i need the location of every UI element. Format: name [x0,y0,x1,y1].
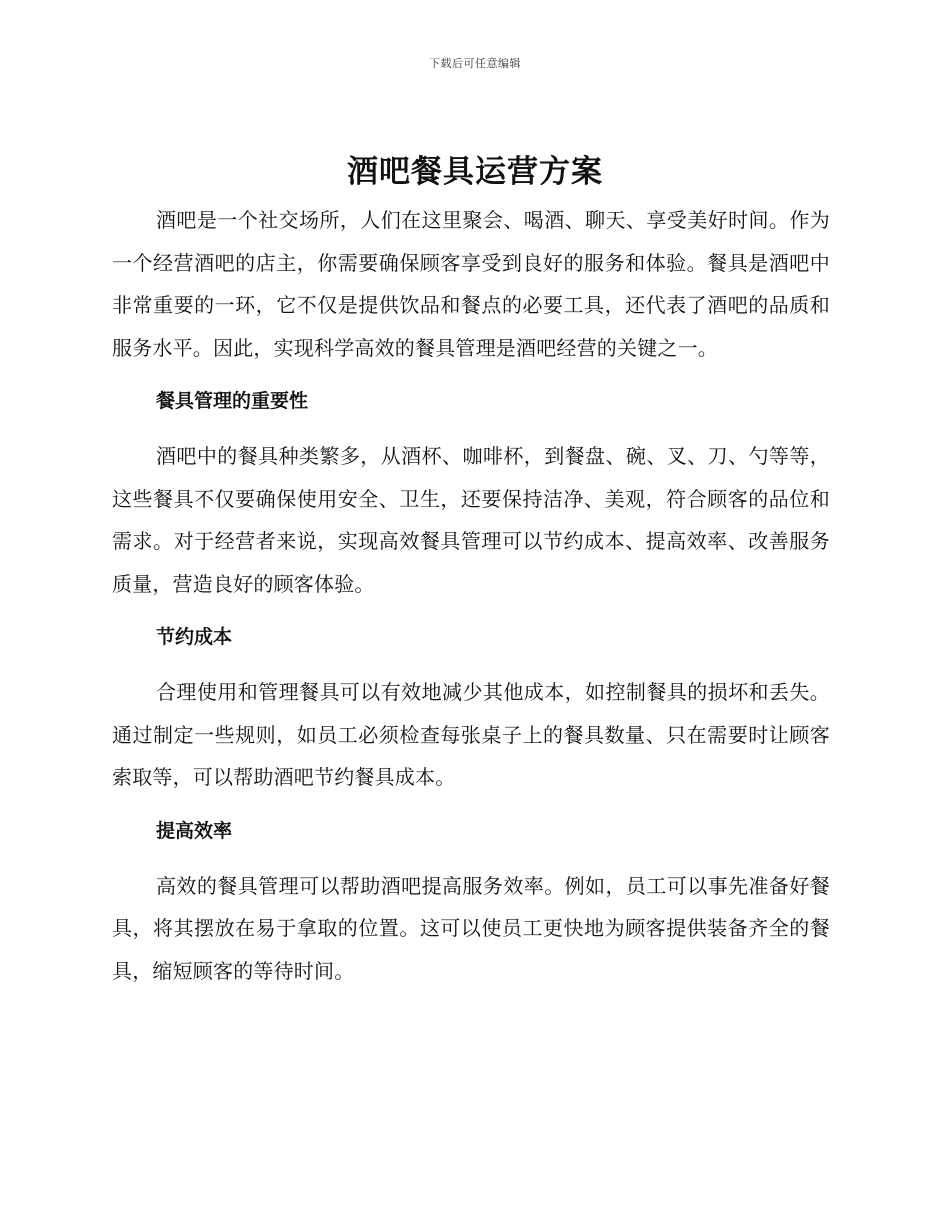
intro-paragraph: 酒吧是一个社交场所，人们在这里聚会、喝酒、聊天、享受美好时间。作为一个经营酒吧的店主，你需要确保顾客享受到良好的服务和体验。餐具是酒吧中非常重要的一环，它不仅是提供饮品和餐点的必要工具，还代表了酒吧的品质和服务水平。因此，实现科学高效的餐具管理是酒吧经营的关键之一。 [112,208,830,360]
section-paragraph-efficiency: 高效的餐具管理可以帮助酒吧提高服务效率。例如，员工可以事先准备好餐具，将其摆放在易于拿取的位置。这可以使员工更快地为顾客提供装备齐全的餐具，缩短顾客的等待时间。 [112,873,830,983]
section-heading-efficiency: 提高效率 [156,819,233,842]
document-body [112,199,830,992]
header-note: 下载后可任意编辑 [429,57,521,70]
section-heading-cost-saving: 节约成本 [156,626,233,648]
section-heading-importance: 餐具管理的重要性 [156,390,309,412]
section-paragraph-cost-saving: 合理使用和管理餐具可以有效地减少其他成本，如控制餐具的损坏和丢失。通过制定一些规则，如员工必须检查每张桌子上的餐具数量、只在需要时让顾客索取等，可以帮助酒吧节约餐具成本。 [112,680,830,789]
section-paragraph-importance: 酒吧中的餐具种类繁多，从酒杯、咖啡杯，到餐盘、碗、叉、刀、勺等等，这些餐具不仅要确保使用安全、卫生，还要保持洁净、美观，符合顾客的品位和需求。对于经营者来说，实现高效餐具管理可以节约成本、提高效率、改善服务质量，营造良好的顾客体验。 [112,444,830,596]
document-title: 酒吧餐具运营方案 [347,154,603,190]
